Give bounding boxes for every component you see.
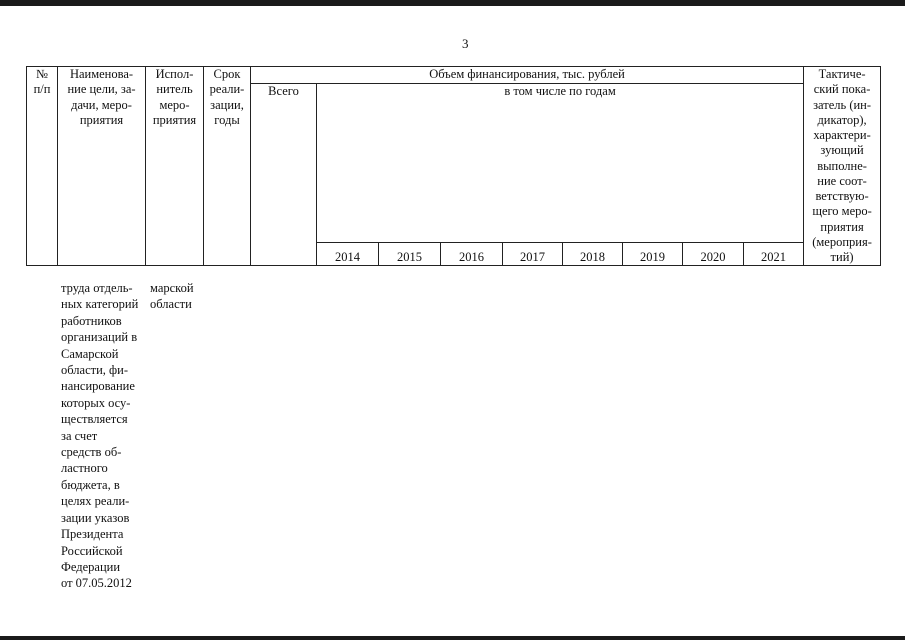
year-2015: 2015: [379, 243, 441, 266]
year-2020: 2020: [683, 243, 744, 266]
year-2014: 2014: [317, 243, 379, 266]
year-2021: 2021: [744, 243, 804, 266]
header-executor: Испол- нитель меро- приятия: [146, 67, 204, 266]
header-financing: Объем финансирования, тыс. рублей: [251, 67, 804, 84]
financing-table: [26, 66, 881, 266]
continuation-executor-column: марской области: [150, 281, 194, 312]
bottom-scan-border: [0, 636, 905, 640]
header-total: Всего: [251, 84, 317, 266]
header-number: № п/п: [27, 67, 58, 266]
year-2017: 2017: [503, 243, 563, 266]
header-term: Срок реали- зации, годы: [204, 67, 251, 266]
year-2016: 2016: [441, 243, 503, 266]
year-2018: 2018: [563, 243, 623, 266]
page-number: 3: [462, 36, 469, 51]
header-by-years: в том числе по годам: [317, 84, 804, 243]
header-name: Наименова- ние цели, за- дачи, меро- приятия: [58, 67, 146, 266]
continuation-name-column: труда отдель- ных категорий работников организаций в Самарской области, фи- нансирование которых осу- ществляется за счет средств об- ластного бюджета, в целях реали- зации указов Президента Российской Федерации от 07.05.2012: [61, 281, 139, 591]
year-2019: 2019: [623, 243, 683, 266]
top-scan-border: [0, 0, 905, 6]
header-indicator: Тактиче- ский пока- затель (ин- дикатор), характери- зующий выполне- ние соот- ветствую- щего меро- приятия (мероприя- тий): [804, 67, 881, 266]
